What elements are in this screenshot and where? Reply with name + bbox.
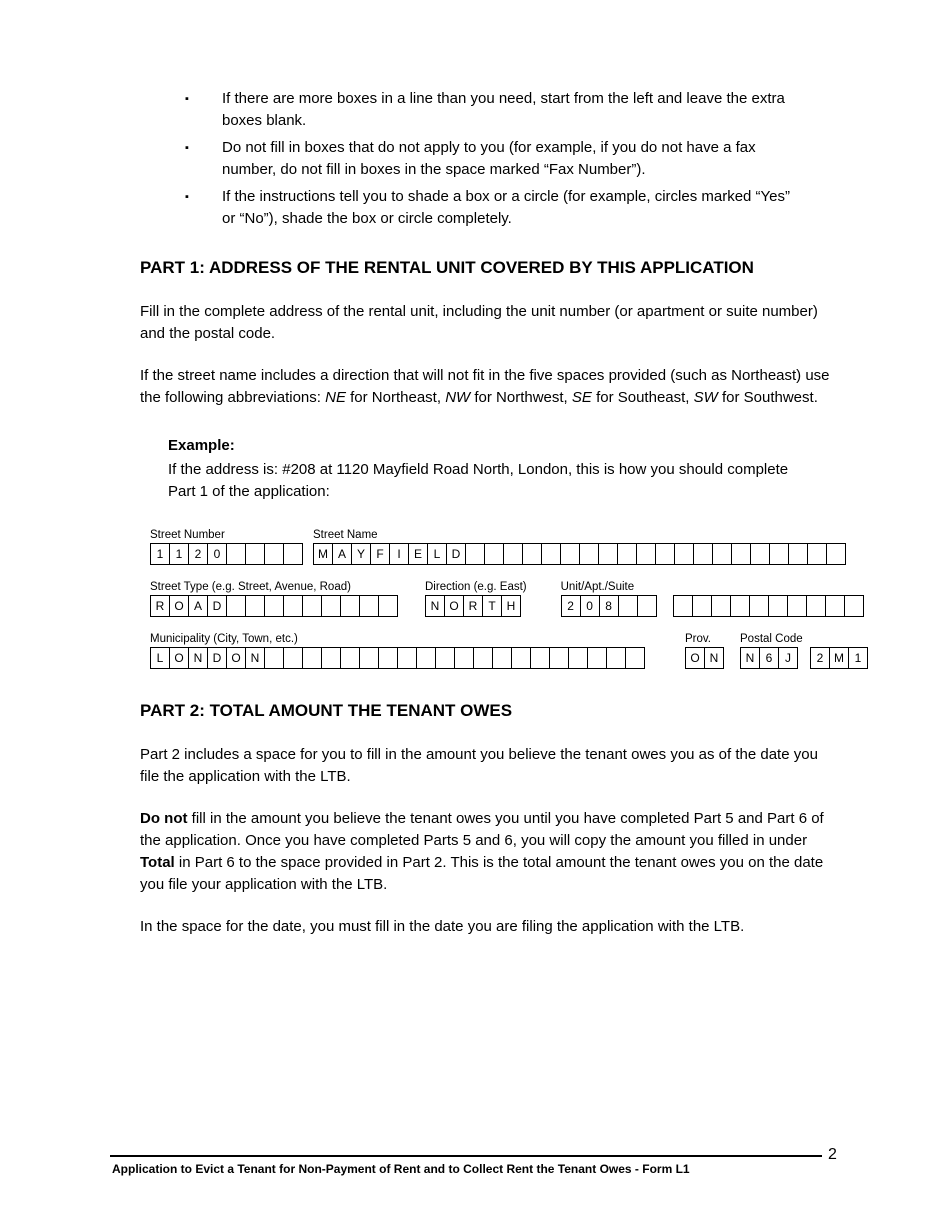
box-cell: 6 (759, 647, 779, 669)
box-cell: L (427, 543, 447, 565)
box-cell (378, 647, 398, 669)
form-row-street (150, 529, 832, 565)
box-cell (731, 543, 751, 565)
box-cell: 1 (150, 543, 170, 565)
box-cell (655, 543, 675, 565)
form-row-municipality (150, 633, 862, 669)
box-cell (522, 543, 542, 565)
box-cell (473, 647, 493, 669)
province-label: Prov. (685, 633, 711, 645)
box-cell: D (207, 595, 227, 617)
box-cell (749, 595, 769, 617)
box-cell (806, 595, 826, 617)
street-type-field (150, 581, 398, 617)
box-group-gap (657, 595, 673, 617)
box-cell (226, 543, 246, 565)
street-number-boxes (150, 543, 303, 565)
box-cell (454, 647, 474, 669)
box-cell (226, 595, 246, 617)
box-cell: A (332, 543, 352, 565)
box-cell (674, 543, 694, 565)
box-cell: D (446, 543, 466, 565)
box-cell (264, 595, 284, 617)
box-cell (302, 595, 322, 617)
box-cell (637, 595, 657, 617)
street-number-label: Street Number (150, 529, 225, 541)
municipality-label: Municipality (City, Town, etc.) (150, 633, 298, 645)
bullet-text: If the instructions tell you to shade a box or a circle (for example, circles marked “Yes” or “No”), shade the box or circle completely. (222, 188, 791, 227)
box-cell (587, 647, 607, 669)
intro-bullet-list (140, 88, 832, 230)
bullet-marker-icon: ▪ (185, 93, 189, 105)
box-cell: I (389, 543, 409, 565)
box-cell (769, 543, 789, 565)
box-cell: R (463, 595, 483, 617)
box-cell: 1 (169, 543, 189, 565)
box-cell (492, 647, 512, 669)
bullet-text: Do not fill in boxes that do not apply to you (for example, if you do not have a fax number, do not fill in boxes in the space marked “Fax Number”). (222, 139, 756, 178)
box-cell (636, 543, 656, 565)
part1-paragraph-2: If the street name includes a direction that will not fit in the five spaces provided (such as Northeast) use the following abbreviations: NE for Northeast, NW for Northwest, SE for Southeast, SW for Southwest. (140, 367, 830, 406)
box-cell (825, 595, 845, 617)
box-cell (283, 647, 303, 669)
form-row-type-direction-unit (150, 581, 832, 617)
box-group-gap (798, 647, 810, 669)
box-cell (340, 647, 360, 669)
box-cell: O (685, 647, 705, 669)
bullet-item (140, 137, 832, 181)
box-cell (568, 647, 588, 669)
box-cell: H (501, 595, 521, 617)
street-name-boxes (313, 543, 846, 565)
box-cell (245, 595, 265, 617)
municipality-field (150, 633, 645, 669)
box-cell (264, 647, 284, 669)
part2-section (140, 699, 832, 722)
box-cell (511, 647, 531, 669)
box-cell (245, 543, 265, 565)
box-cell (618, 595, 638, 617)
box-cell (416, 647, 436, 669)
unit-boxes-group (561, 595, 864, 617)
box-cell (321, 647, 341, 669)
bullet-marker-icon: ▪ (185, 142, 189, 154)
box-cell (283, 595, 303, 617)
postal-code-label: Postal Code (740, 633, 803, 645)
box-cell: F (370, 543, 390, 565)
box-cell: 0 (580, 595, 600, 617)
box-cell: 8 (599, 595, 619, 617)
bullet-item (140, 88, 832, 132)
box-cell: N (188, 647, 208, 669)
postal-code-boxes-first (740, 647, 798, 669)
box-cell (397, 647, 417, 669)
box-cell: N (245, 647, 265, 669)
part1-heading: PART 1: ADDRESS OF THE RENTAL UNIT COVERED BY THIS APPLICATION (140, 258, 754, 277)
bullet-text: If there are more boxes in a line than you need, start from the left and leave the extra boxes blank. (222, 90, 785, 129)
address-form-example (150, 529, 862, 669)
box-cell (283, 543, 303, 565)
box-cell: N (740, 647, 760, 669)
box-cell (844, 595, 864, 617)
direction-label: Direction (e.g. East) (425, 581, 527, 593)
direction-boxes (425, 595, 527, 617)
postal-code-field (740, 633, 868, 669)
footer-form-title: Application to Evict a Tenant for Non-Payment of Rent and to Collect Rent the Tenant Owes - Form L1 (112, 1162, 690, 1176)
postal-code-boxes-group (740, 647, 868, 669)
box-cell (359, 647, 379, 669)
box-cell (617, 543, 637, 565)
box-cell: N (704, 647, 724, 669)
box-cell: 0 (207, 543, 227, 565)
example-label: Example: (168, 437, 235, 454)
part2-paragraph-2: Do not fill in the amount you believe the tenant owes you until you have completed Part 5 and Part 6 of the application. Once you have completed Parts 5 and 6, you will copy the amount you filled in under Total in Part 6 to the space provided in Part 2. This is the total amount the tenant owes you on the date you file your application with the LTB. (140, 810, 824, 893)
box-cell (692, 595, 712, 617)
province-boxes (685, 647, 724, 669)
part1-paragraph-1: Fill in the complete address of the rental unit, including the unit number (or apartment or suite number) and the postal code. (140, 303, 818, 342)
example-block (168, 435, 832, 503)
box-cell (465, 543, 485, 565)
box-cell (541, 543, 561, 565)
part2-heading: PART 2: TOTAL AMOUNT THE TENANT OWES (140, 701, 513, 720)
box-cell: O (169, 647, 189, 669)
box-cell (503, 543, 523, 565)
province-field (685, 633, 724, 669)
box-cell: O (169, 595, 189, 617)
unit-field (561, 581, 864, 617)
box-cell (606, 647, 626, 669)
box-cell (768, 595, 788, 617)
box-cell (378, 595, 398, 617)
box-cell (359, 595, 379, 617)
box-cell (484, 543, 504, 565)
box-cell (302, 647, 322, 669)
box-cell (560, 543, 580, 565)
box-cell: J (778, 647, 798, 669)
box-cell (788, 543, 808, 565)
street-name-label: Street Name (313, 529, 378, 541)
street-number-field (150, 529, 303, 565)
box-cell (730, 595, 750, 617)
box-cell (598, 543, 618, 565)
postal-code-boxes-second (810, 647, 868, 669)
box-cell: 2 (810, 647, 830, 669)
unit-boxes (561, 595, 657, 617)
box-cell (693, 543, 713, 565)
street-type-boxes (150, 595, 398, 617)
box-cell (711, 595, 731, 617)
box-cell: N (425, 595, 445, 617)
box-cell (435, 647, 455, 669)
street-name-field (313, 529, 846, 565)
box-cell (750, 543, 770, 565)
page-content (140, 88, 862, 958)
box-cell (321, 595, 341, 617)
box-cell: E (408, 543, 428, 565)
box-cell (264, 543, 284, 565)
part2-paragraph-3: In the space for the date, you must fill in the date you are filing the application with the LTB. (140, 918, 745, 935)
footer-divider (110, 1155, 822, 1157)
box-cell (807, 543, 827, 565)
page-number: 2 (828, 1146, 837, 1163)
box-cell (549, 647, 569, 669)
box-cell (712, 543, 732, 565)
box-cell: D (207, 647, 227, 669)
box-cell: A (188, 595, 208, 617)
box-cell: M (313, 543, 333, 565)
box-cell: 1 (848, 647, 868, 669)
box-cell: L (150, 647, 170, 669)
bullet-item (140, 186, 832, 230)
box-cell: T (482, 595, 502, 617)
direction-field (425, 581, 527, 617)
unit-boxes-extra (673, 595, 864, 617)
bullet-marker-icon: ▪ (185, 191, 189, 203)
street-type-label: Street Type (e.g. Street, Avenue, Road) (150, 581, 351, 593)
part2-paragraph-1: Part 2 includes a space for you to fill in the amount you believe the tenant owes you as of the date you file the application with the LTB. (140, 746, 818, 785)
municipality-boxes (150, 647, 645, 669)
box-cell: M (829, 647, 849, 669)
box-cell (673, 595, 693, 617)
unit-label: Unit/Apt./Suite (560, 581, 635, 593)
box-cell (787, 595, 807, 617)
box-cell (530, 647, 550, 669)
box-cell (340, 595, 360, 617)
box-cell: O (226, 647, 246, 669)
box-cell: R (150, 595, 170, 617)
box-cell (826, 543, 846, 565)
box-cell (625, 647, 645, 669)
box-cell: O (444, 595, 464, 617)
box-cell: 2 (561, 595, 581, 617)
box-cell: Y (351, 543, 371, 565)
example-text: If the address is: #208 at 1120 Mayfield Road North, London, this is how you should complete Part 1 of the application: (168, 461, 789, 500)
box-cell: 2 (188, 543, 208, 565)
box-cell (579, 543, 599, 565)
